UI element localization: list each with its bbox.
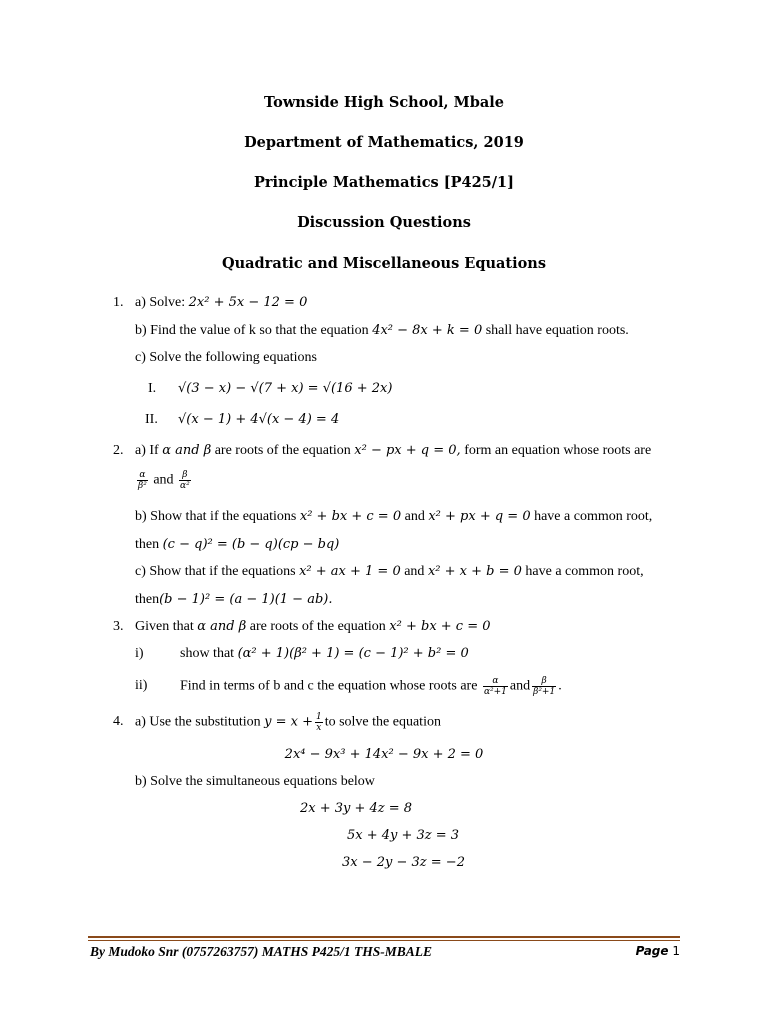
q1-c-i-equation: √(3 − x) − √(7 + x) = √(16 + 2x) xyxy=(178,381,393,396)
department-title: Department of Mathematics, 2019 xyxy=(244,134,524,151)
q2-part-b: b) Show that if the equations x² + bx + c = 0 and x² + px + q = 0 have a common root, xyxy=(135,509,653,524)
fraction: $\frac{\beta}{\text{α²}}$ xyxy=(180,470,190,491)
q3-part-i: show that (α² + 1)(β² + 1) = (c − 1)² + b² = 0 xyxy=(180,646,469,661)
q3-statement: Given that α and β are roots of the equation x² + bx + c = 0 xyxy=(135,619,491,634)
q1-part-b: b) Find the value of k so that the equation 4x² − 8x + k = 0 shall have equation roots. xyxy=(135,323,629,338)
q4-part-b: b) Solve the simultaneous equations below xyxy=(135,774,375,789)
topic-title: Quadratic and Miscellaneous Equations xyxy=(221,255,547,272)
footer-rule-thin xyxy=(88,940,680,941)
q1-part-c: c) Solve the following equations xyxy=(135,350,317,365)
q1-number: 1. xyxy=(113,295,124,310)
q1-c-i-label: I. xyxy=(148,381,157,396)
q2-part-a: a) If α and β are roots of the equation x² − px + q = 0, form an equation whose roots are xyxy=(135,443,652,458)
q2-part-a-roots: $\frac{\alpha}{\text{β²}}$ and $\frac{\beta}{\text{α²}}$ xyxy=(138,470,190,491)
q3-ii-label: ii) xyxy=(135,678,148,693)
q4-b-equation-2: 5x + 4y + 3z = 3 xyxy=(347,828,460,843)
footer-rule xyxy=(88,936,680,938)
q1-c-ii-label: II. xyxy=(145,412,158,427)
q2-part-c-result: then(b − 1)² = (a − 1)(1 − ab). xyxy=(135,592,333,607)
q2-part-b-result: then (c − q)² = (b − q)(cp − bq) xyxy=(135,537,340,552)
document-type: Discussion Questions xyxy=(297,214,471,231)
q4-part-a: a) Use the substitution y = x + $\frac{1}{x}$ to solve the equation xyxy=(135,712,441,733)
q4-a-equation: 2x⁴ − 9x³ + 14x² − 9x + 2 = 0 xyxy=(284,747,484,762)
q4-number: 4. xyxy=(113,714,124,729)
q3-number: 3. xyxy=(113,619,124,634)
q2-part-c: c) Show that if the equations x² + ax + 1 = 0 and x² + x + b = 0 have a common root, xyxy=(135,564,644,579)
q1-c-ii-equation: √(x − 1) + 4√(x − 4) = 4 xyxy=(178,412,340,427)
q4-b-equation-1: 2x + 3y + 4z = 8 xyxy=(300,801,413,816)
q3-part-ii: Find in terms of b and c the equation whose roots are $\frac{\alpha}{\text{α²+1}}$ and $\frac{\beta}{\text{β²+1}}$ . xyxy=(180,676,562,697)
page-number: Page 1 xyxy=(635,944,680,958)
fraction: $\frac{\alpha}{\text{α²+1}}$ xyxy=(483,676,507,697)
paper-title: Principle Mathematics [P425/1] xyxy=(253,174,515,191)
q4-b-equation-3: 3x − 2y − 3z = −2 xyxy=(342,855,465,870)
q3-i-label: i) xyxy=(135,646,144,661)
fraction: $\frac{\alpha}{\text{β²}}$ xyxy=(138,470,147,491)
fraction: $\frac{\beta}{\text{β²+1}}$ xyxy=(533,676,556,697)
q2-number: 2. xyxy=(113,443,124,458)
school-name: Townside High School, Mbale xyxy=(264,94,504,111)
q1-part-a: a) Solve: 2x² + 5x − 12 = 0 xyxy=(135,295,308,310)
footer-credit: By Mudoko Snr (0757263757) MATHS P425/1 THS-MBALE xyxy=(90,944,433,959)
fraction: $\frac{1}{x}$ xyxy=(315,712,322,733)
